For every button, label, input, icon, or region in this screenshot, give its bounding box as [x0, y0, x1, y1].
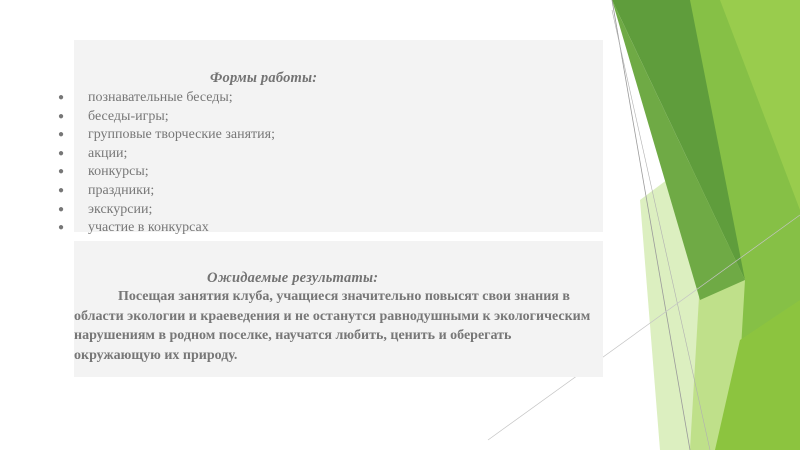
list-item [58, 182, 275, 201]
list-item [58, 163, 275, 182]
results-paragraph: Посещая занятия клуба, учащиеся значительно повысят свои знания в области экологии и краеведения и не останутся равнодушными к экологическим нарушениям в родном поселке, научатся любить, ценить и оберегать окружающую их природу. [74, 289, 591, 363]
list-item [58, 201, 275, 220]
list-item-text: экскурсии; [88, 201, 153, 217]
bullet-icon: ● [58, 147, 65, 159]
list-item-text: акции; [88, 145, 128, 161]
list-item-text: познавательные беседы; [88, 90, 233, 105]
list-item-text: беседы-игры; [88, 108, 169, 124]
forms-heading: Формы работы: [210, 70, 318, 86]
list-item [58, 145, 275, 164]
bullet-icon: ● [58, 166, 65, 178]
list-item-text: праздники; [88, 182, 155, 198]
list-item-text: участие в конкурсах [88, 220, 209, 236]
list-item [58, 219, 275, 238]
bullet-icon: ● [58, 184, 65, 196]
bullet-icon: ● [58, 110, 65, 122]
bullet-icon: ● [58, 129, 65, 141]
bullet-icon: ● [58, 92, 65, 103]
list-item-text: конкурсы; [88, 164, 149, 180]
bullet-icon: ● [58, 203, 65, 215]
list-item-text: групповые творческие занятия; [88, 127, 275, 143]
results-heading: Ожидаемые результаты: [207, 270, 379, 286]
list-item [58, 126, 275, 145]
bullet-icon: ● [58, 222, 65, 234]
forms-list [58, 89, 275, 238]
list-item [58, 89, 275, 108]
list-item [58, 108, 275, 127]
